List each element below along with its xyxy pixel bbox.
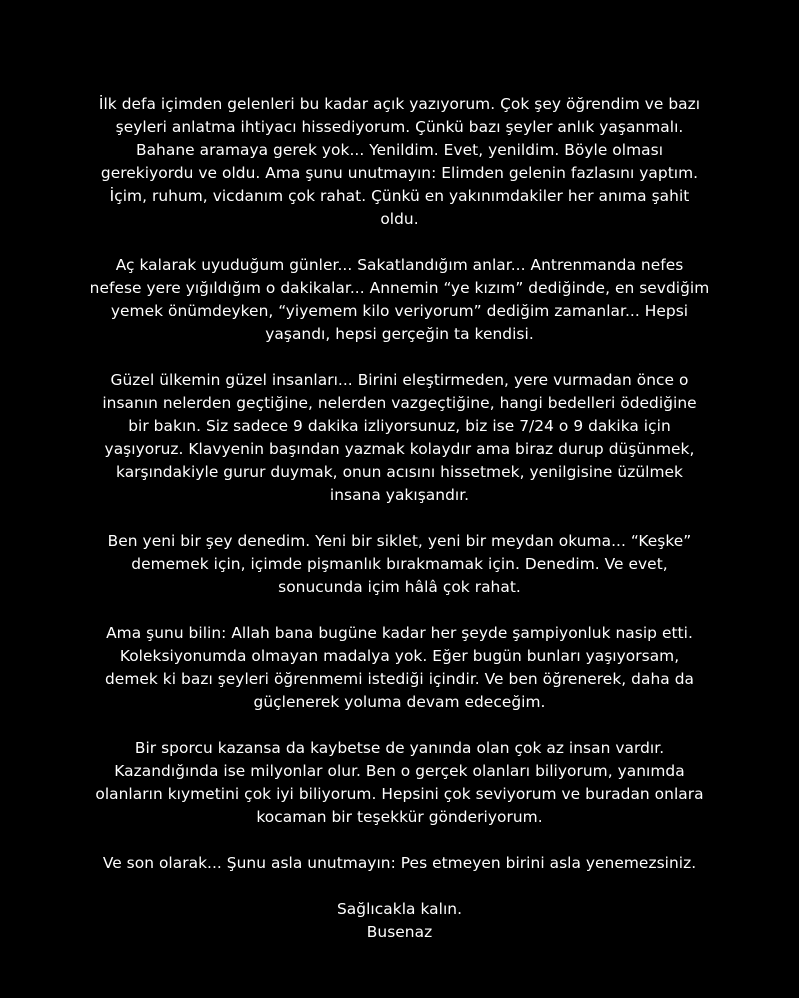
paragraph-5 — [70, 622, 729, 714]
paragraph-line: Bahane aramaya gerek yok... Yenildim. Evet, yenildim. Böyle olması — [135, 141, 664, 159]
paragraph-7 — [70, 852, 729, 875]
paragraph-4 — [70, 530, 729, 599]
paragraph-line: karşındakiyle gurur duymak, onun acısını hissetmek, yenilgisine üzülmek — [116, 463, 683, 481]
paragraph-line: demek ki bazı şeyleri öğrenmemi istediği içindir. Ve ben öğrenerek, daha da — [104, 670, 694, 688]
paragraph-line: güçlenerek yoluma devam edeceğim. — [253, 693, 546, 711]
signoff — [70, 898, 729, 944]
paragraph-line: yaşandı, hepsi gerçeğin ta kendisi. — [265, 325, 534, 343]
paragraph-line: Ben yeni bir şey denedim. Yeni bir siklet, yeni bir meydan okuma... “Keşke” — [107, 532, 692, 550]
paragraph-1 — [70, 93, 729, 231]
paragraph-line: olanların kıymetini çok iyi biliyorum. Hepsini çok seviyorum ve buradan onlara — [95, 785, 704, 803]
paragraph-line: Güzel ülkemin güzel insanları... Birini eleştirmeden, yere vurmadan önce o — [110, 371, 689, 389]
letter-body — [70, 93, 729, 944]
paragraph-line: İçim, ruhum, vicdanım çok rahat. Çünkü en yakınımdakiler her anıma şahit — [109, 187, 690, 205]
paragraph-line: şeyleri anlatma ihtiyacı hissediyorum. Çünkü bazı şeyler anlık yaşanmalı. — [115, 118, 684, 136]
closing-text: Sağlıcakla kalın. — [336, 900, 463, 918]
paragraph-line: insana yakışandır. — [329, 486, 470, 504]
paragraph-line: insanın nelerden geçtiğine, nelerden vazgeçtiğine, hangi bedelleri ödediğine — [102, 394, 697, 412]
paragraph-line: Koleksiyonumda olmayan madalya yok. Eğer bugün bunları yaşıyorsam, — [119, 647, 680, 665]
paragraph-line: sonucunda içim hâlâ çok rahat. — [278, 578, 521, 596]
paragraph-line: Ama şunu bilin: Allah bana bugüne kadar her şeyde şampiyonluk nasip etti. — [106, 624, 693, 642]
paragraph-line: Bir sporcu kazansa da kaybetse de yanında olan çok az insan vardır. — [134, 739, 665, 757]
paragraph-line: yaşıyoruz. Klavyenin başından yazmak kolaydır ama biraz durup düşünmek, — [104, 440, 695, 458]
paragraph-line: Ve son olarak... Şunu asla unutmayın: Pes etmeyen birini asla yenemezsiniz. — [102, 854, 697, 872]
paragraph-line: yemek önümdeyken, “yiyemem kilo veriyorum” dediğim zamanlar... Hepsi — [110, 302, 689, 320]
paragraph-line: oldu. — [380, 210, 419, 228]
paragraph-line: nefese yere yığıldığım o dakikalar... Annemin “ye kızım” dediğinde, en sevdiğim — [89, 279, 710, 297]
signature: Busenaz — [366, 923, 433, 941]
paragraph-line: dememek için, içimde pişmanlık bırakmamak için. Denedim. Ve evet, — [131, 555, 668, 573]
paragraph-2 — [70, 254, 729, 346]
paragraph-line: Kazandığında ise milyonlar olur. Ben o gerçek olanları biliyorum, yanımda — [114, 762, 685, 780]
paragraph-line: bir bakın. Siz sadece 9 dakika izliyorsunuz, biz ise 7/24 o 9 dakika için — [128, 417, 671, 435]
paragraph-line: Aç kalarak uyuduğum günler... Sakatlandığım anlar... Antrenmanda nefes — [115, 256, 684, 274]
paragraph-3 — [70, 369, 729, 507]
paragraph-line: İlk defa içimden gelenleri bu kadar açık yazıyorum. Çok şey öğrendim ve bazı — [98, 95, 701, 113]
paragraph-line: kocaman bir teşekkür gönderiyorum. — [256, 808, 543, 826]
paragraph-6 — [70, 737, 729, 829]
paragraph-line: gerekiyordu ve oldu. Ama şunu unutmayın: Elimden gelenin fazlasını yaptım. — [100, 164, 699, 182]
